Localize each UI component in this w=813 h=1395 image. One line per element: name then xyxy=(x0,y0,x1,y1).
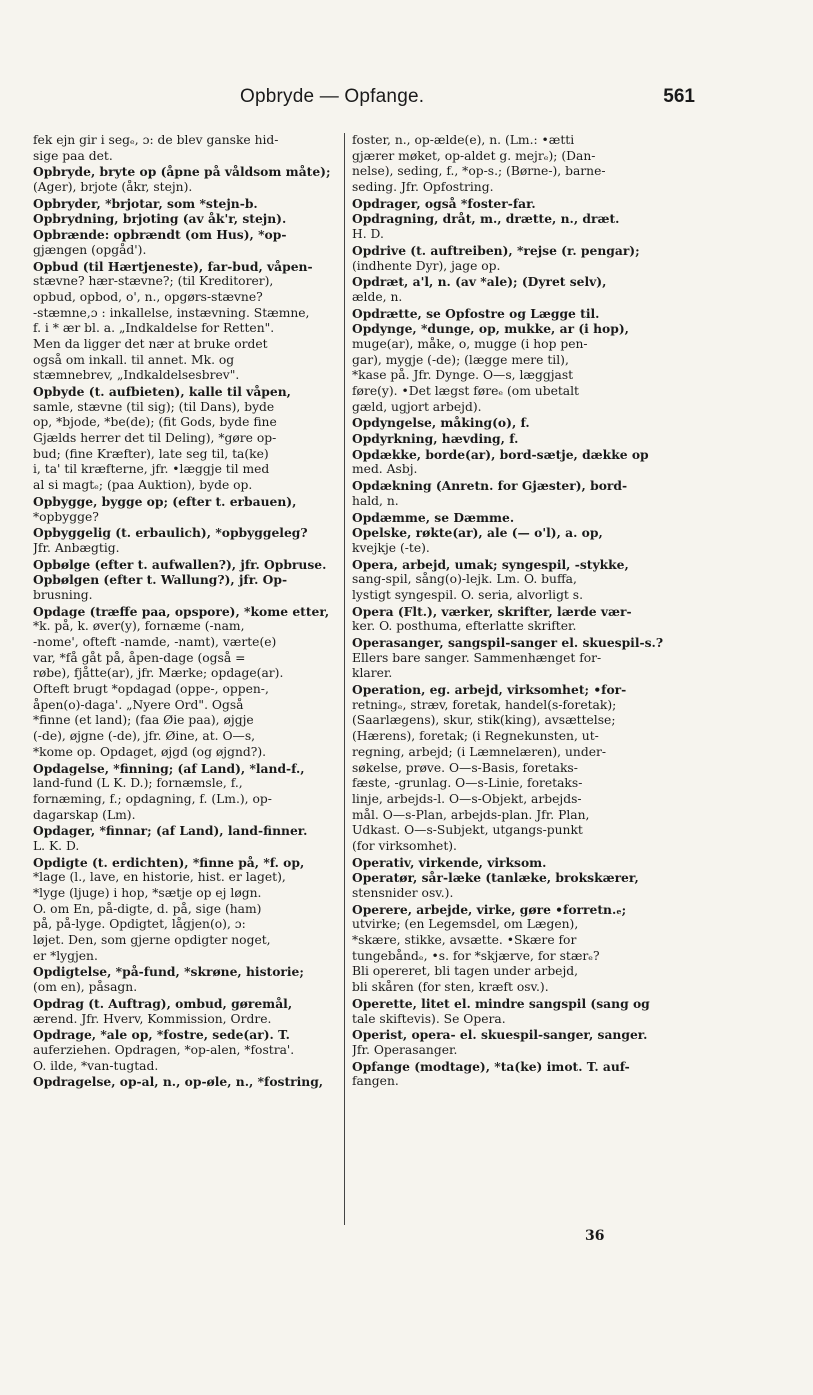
entry-headword-line: Opdræt, a'l, n. (av *ale); (Dyret selv), xyxy=(352,274,607,290)
running-title: Opbryde — Opfange. xyxy=(240,86,425,107)
entry-headword-line: Opdyrkning, hævding, f. xyxy=(352,431,519,447)
entry-text-line: (Hærens), foretak; (i Regnekunsten, ut- xyxy=(352,729,599,744)
entry-text-line: gæld, ugjort arbejd). xyxy=(352,399,482,414)
page-header xyxy=(0,86,813,120)
entry-text-line: Bli opereret, bli tagen under arbejd, xyxy=(352,964,579,979)
entry-headword-line: Opdagelse, *finning; (af Land), *land-f., xyxy=(33,760,305,776)
entry-text-line: Jfr. Operasanger. xyxy=(352,1042,458,1057)
entry-text-line: (Ager), brjote (åkr, stejn). xyxy=(33,180,193,195)
entry-text-line: bli skåren (for sten, kræft osv.). xyxy=(352,980,549,995)
entry-text-line: Men da ligger det nær at bruke ordet xyxy=(33,336,268,351)
entry-headword-line: Opbrydning, brjoting (av åk'r, stejn). xyxy=(33,211,287,227)
entry-text-line: Jfr. Anbægtig. xyxy=(33,540,120,555)
entry-headword-line: Opdragelse, op-al, n., op-øle, n., *fostring, xyxy=(33,1074,324,1090)
entry-text-line: (om en), påsagn. xyxy=(33,980,138,995)
entry-text-line: (Saarlægens), skur, stik(king), avsættelse; xyxy=(352,713,616,728)
entry-headword-line: Opbrænde: opbrændt (om Hus), *op- xyxy=(33,227,287,243)
entry-headword-line: Opdager, *finnar; (af Land), land-finner. xyxy=(33,823,308,839)
entry-headword-line: Opbryder, *brjotar, som *stejn-b. xyxy=(33,195,258,211)
column-divider xyxy=(344,133,345,1225)
entry-headword-line: Opdrag (t. Auftrag), ombud, gøremål, xyxy=(33,995,293,1011)
entry-text-line: klarer. xyxy=(352,666,393,681)
entry-text-line: *lage (l., lave, en historie, hist. er laget), xyxy=(33,870,286,885)
entry-headword-line: Opbyde (t. aufbieten), kalle til våpen, xyxy=(33,384,291,399)
entry-headword-line: Operette, litet el. mindre sangspil (sang og xyxy=(352,995,650,1011)
entry-headword-line: Opbud (til Hærtjeneste), far-bud, våpen- xyxy=(33,258,313,274)
entry-text-line: *skære, stikke, avsætte. •Skære for xyxy=(352,933,577,948)
entry-headword-line: Opdække, borde(ar), bord-sætje, dække op xyxy=(352,446,649,462)
entry-text-line: -stæmne,ɔ : inkallelse, instævning. Stæmne, xyxy=(33,305,310,320)
entry-text-line: Gjælds herrer det til Deling), *gøre op- xyxy=(33,431,277,446)
entry-headword-line: Opdrive (t. auftreiben), *rejse (r. pengar); xyxy=(352,242,640,258)
entry-text-line: L. K. D. xyxy=(33,838,80,853)
entry-text-line: *finne (et land); (faa Øie paa), øjgje xyxy=(33,713,254,728)
entry-text-line: dagarskap (Lm). xyxy=(33,807,136,822)
entry-headword-line: Operativ, virkende, virksom. xyxy=(352,854,547,870)
entry-text-line: føre(y). •Det lægst føreₑ (om ubetalt xyxy=(352,384,580,398)
entry-headword-line: Opbryde, bryte op (åpne på våldsom måte); xyxy=(33,164,331,180)
entry-text-line: op, *bjode, *be(de); (fit Gods, byde fine xyxy=(33,415,277,430)
entry-text-line: seding. Jfr. Opfostring. xyxy=(352,180,494,195)
entry-headword-line: Opbygge, bygge op; (efter t. erbauen), xyxy=(33,493,297,509)
entry-text-line: i, ta' til kræfterne, jfr. •læggje til med xyxy=(33,462,270,477)
entry-text-line: mål. O—s-Plan, arbejds-plan. Jfr. Plan, xyxy=(352,807,590,822)
entry-headword-line: Opdynge, *dunge, op, mukke, ar (i hop), xyxy=(352,321,629,337)
entry-text-line: stævne? hær-stævne?; (til Kreditorer), xyxy=(33,274,274,289)
entry-text-line: (for virksomhet). xyxy=(352,838,457,853)
entry-text-line: utvirke; (en Legemsdel, om Lægen), xyxy=(352,917,579,932)
entry-text-line: med. Asbj. xyxy=(352,462,418,477)
entry-text-line: f. i * ær bl. a. „Indkaldelse for Retten". xyxy=(33,321,275,336)
entry-text-line: brusning. xyxy=(33,587,93,602)
entry-text-line: tale skiftevis). Se Opera. xyxy=(352,1011,506,1026)
entry-text-line: fæste, -grunlag. O—s-Linie, foretaks- xyxy=(352,776,583,791)
entry-headword-line: Operatør, sår-læke (tanlæke, brokskærer, xyxy=(352,870,639,886)
entry-text-line: stæmnebrev, „Indkaldelsesbrev". xyxy=(33,368,240,383)
entry-text-line: linje, arbejds-l. O—s-Objekt, arbejds- xyxy=(352,791,582,806)
entry-headword-line: Opdage (træffe paa, opspore), *kome etter, xyxy=(33,603,330,619)
entry-text-line: nelse), seding, f., *op-s.; (Børne-), barne- xyxy=(352,164,606,179)
entry-headword-line: Opdigte (t. erdichten), *finne på, *f. op, xyxy=(33,854,305,870)
right-column xyxy=(352,133,674,1090)
entry-text-line: gar), mygje (-de); (lægge mere til), xyxy=(352,352,569,367)
entry-text-line: bud; (fine Kræfter), late seg til, ta(ke) xyxy=(33,446,269,461)
entry-headword-line: Opera, arbejd, umak; syngespil, -stykke, xyxy=(352,556,629,572)
entry-text-line: er *lygjen. xyxy=(33,948,98,963)
entry-text-line: O. ilde, *van-tugtad. xyxy=(33,1058,159,1073)
entry-text-line: samle, stævne (til sig); (til Dans), byde xyxy=(33,399,275,414)
entry-text-line: gjængen (opgåd'). xyxy=(33,242,147,257)
entry-text-line: H. D. xyxy=(352,227,384,242)
entry-headword-line: Opbølge (efter t. aufwallen?), jfr. Opbruse. xyxy=(33,556,327,572)
entry-headword-line: Operist, opera- el. skuespil-sanger, sanger. xyxy=(352,1027,648,1043)
entry-text-line: lystigt syngespil. O. seria, alvorligt s. xyxy=(352,587,584,602)
entry-text-line: *kome op. Opdaget, øjgd (og øjgnd?). xyxy=(33,744,267,759)
entry-headword-line: Opdrætte, se Opfostre og Lægge til. xyxy=(352,305,600,321)
entry-text-line: (indhente Dyr), jage op. xyxy=(352,258,501,273)
entry-headword-line: Opdrager, også *foster-far. xyxy=(352,195,536,211)
entry-text-line: sang-spil, sång(o)-lejk. Lm. O. buffa, xyxy=(352,572,577,587)
entry-text-line: opbud, opbod, o', n., opgørs-stævne? xyxy=(33,289,263,304)
entry-text-line: kvejkje (-te). xyxy=(352,540,430,555)
entry-text-line: (-de), øjgne (-de), jfr. Øine, at. O—s, xyxy=(33,729,256,744)
entry-text-line: *kase på. Jfr. Dynge. O—s, læggjast xyxy=(352,368,574,383)
entry-text-line: Ellers bare sanger. Sammenhænget for- xyxy=(352,650,602,665)
entry-text-line: foster, n., op-ælde(e), n. (Lm.: •ætti xyxy=(352,133,575,147)
left-column xyxy=(33,133,337,1090)
entry-text-line: sige paa det. xyxy=(33,148,113,163)
entry-text-line: fangen. xyxy=(352,1074,399,1089)
entry-headword-line: Operere, arbejde, virke, gøre •forretn.ₑ; xyxy=(352,901,627,917)
entry-text-line: retningₑ, stræv, foretak, handel(s-foretak); xyxy=(352,697,617,712)
entry-text-line: tungebåndₑ, •s. for *skjærve, for stærₑ? xyxy=(352,948,600,963)
entry-text-line: røbe), fjåtte(ar), jfr. Mærke; opdage(ar). xyxy=(33,666,284,681)
entry-headword-line: Opelske, røkte(ar), ale (— o'l), a. op, xyxy=(352,525,603,541)
entry-text-line: hald, n. xyxy=(352,493,399,508)
entry-text-line: al si magtₑ; (paa Auktion), byde op. xyxy=(33,478,253,493)
entry-text-line: stensnider osv.). xyxy=(352,886,454,900)
entry-headword-line: Opdyngelse, måking(o), f. xyxy=(352,415,530,431)
entry-text-line: ker. O. posthuma, efterlatte skrifter. xyxy=(352,619,577,634)
entry-headword-line: Opdragning, dråt, m., drætte, n., dræt. xyxy=(352,211,620,227)
entry-text-line: Udkast. O—s-Subjekt, utgangs-punkt xyxy=(352,823,583,838)
entry-text-line: også om inkall. til annet. Mk. og xyxy=(33,352,235,367)
signature-mark: 36 xyxy=(585,1228,605,1244)
entry-text-line: var, *få gåt på, åpen-dage (også = xyxy=(33,650,246,665)
entry-headword-line: Opbølgen (efter t. Wallung?), jfr. Op- xyxy=(33,572,288,588)
entry-headword-line: Opbyggelig (t. erbaulich), *opbyggeleg? xyxy=(33,525,308,541)
entry-headword-line: Operation, eg. arbejd, virksomhet; •for- xyxy=(352,682,627,698)
entry-text-line: fek ejn gir i segₑ, ɔ: de blev ganske hid- xyxy=(33,133,279,147)
entry-text-line: fornæming, f.; opdagning, f. (Lm.), op- xyxy=(33,791,272,806)
entry-headword-line: Operasanger, sangspil-sanger el. skuespil-s.? xyxy=(352,635,664,650)
entry-text-line: *opbygge? xyxy=(33,509,99,524)
entry-text-line: gjærer møket, op-aldet g. mejrₑ); (Dan- xyxy=(352,148,596,163)
entry-headword-line: Opdæmme, se Dæmme. xyxy=(352,509,515,525)
entry-headword-line: Opdækning (Anretn. for Gjæster), bord- xyxy=(352,478,628,494)
entry-text-line: åpen(o)-daga'. „Nyere Ord". Også xyxy=(33,697,244,712)
entry-text-line: løjet. Den, som gjerne opdigter noget, xyxy=(33,933,271,948)
entry-text-line: muge(ar), måke, o, mugge (i hop pen- xyxy=(352,336,588,351)
entry-text-line: land-fund (L K. D.); fornæmsle, f., xyxy=(33,776,243,791)
entry-headword-line: Opdrage, *ale op, *fostre, sede(ar). T. xyxy=(33,1027,290,1043)
entry-text-line: på, på-lyge. Opdigtet, lågjen(o), ɔ: xyxy=(33,917,246,932)
entry-text-line: ærend. Jfr. Hverv, Kommission, Ordre. xyxy=(33,1011,272,1026)
page-number: 561 xyxy=(663,86,695,107)
entry-text-line: auferziehen. Opdragen, *op-alen, *fostra'. xyxy=(33,1042,295,1057)
entry-text-line: regning, arbejd; (i Læmnelæren), under- xyxy=(352,744,607,759)
entry-headword-line: Opera (Flt.), værker, skrifter, lærde vær- xyxy=(352,603,632,619)
entry-text-line: *k. på, k. øver(y), fornæme (-nam, xyxy=(33,619,245,634)
entry-text-line: søkelse, prøve. O—s-Basis, foretaks- xyxy=(352,760,578,775)
entry-text-line: Ofteft brugt *opdagad (oppe-, oppen-, xyxy=(33,682,269,697)
entry-text-line: *lyge (ljuge) i hop, *sætje op ej løgn. xyxy=(33,886,262,900)
entry-headword-line: Opdigtelse, *på-fund, *skrøne, historie; xyxy=(33,964,304,980)
entry-text-line: O. om En, på-digte, d. på, sige (ham) xyxy=(33,901,262,916)
entry-text-line: -nome', ofteft -namde, -namt), værte(e) xyxy=(33,635,277,649)
entry-text-line: ælde, n. xyxy=(352,289,403,304)
entry-headword-line: Opfange (modtage), *ta(ke) imot. T. auf- xyxy=(352,1058,630,1074)
